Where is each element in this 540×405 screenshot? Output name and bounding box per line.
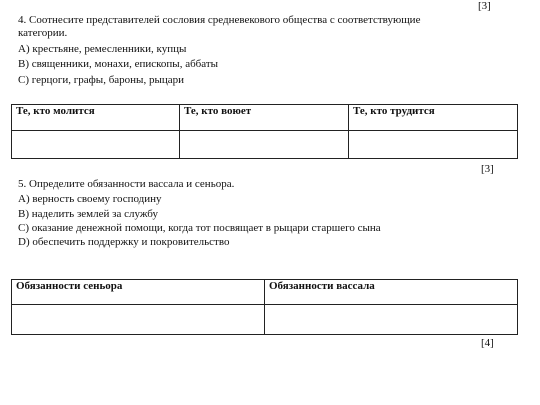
q4-option-b: В) священники, монахи, епископы, аббаты [18,58,219,70]
q4-answer-row [12,131,518,159]
q4-answer-cell-work[interactable] [349,131,518,159]
q5-option-c: С) оказание денежной помощи, когда тот посвящает в рыцари старшего сына [18,222,381,234]
q5-header-row [12,280,518,305]
q5-score: [4] [481,337,494,349]
q4-header-row [12,105,518,131]
q5-answer-cell-lord[interactable] [12,305,265,335]
q4-header-fight: Те, кто воюет [180,105,349,131]
q5-answer-row [12,305,518,335]
q4-option-a: А) крестьяне, ремесленники, купцы [18,43,187,55]
q4-prompt-line2: категории. [18,27,68,39]
q4-score: [3] [481,163,494,175]
q5-option-b: В) наделить землей за службу [18,208,158,220]
q5-answer-cell-vassal[interactable] [265,305,518,335]
q5-prompt: 5. Определите обязанности вассала и сеньора. [18,178,235,190]
q5-header-vassal: Обязанности вассала [265,280,518,305]
q5-answer-table [11,279,518,335]
q4-option-c: С) герцоги, графы, бароны, рыцари [18,74,184,86]
q4-answer-table [11,104,518,159]
q5-header-lord: Обязанности сеньора [12,280,265,305]
q4-header-pray: Те, кто молится [12,105,180,131]
q4-prompt-line1: 4. Соотнесите представителей сословия средневекового общества с соответствующие [18,14,421,26]
q5-option-d: D) обеспечить поддержку и покровительство [18,236,230,248]
q5-option-a: А) верность своему господину [18,193,162,205]
q4-header-work: Те, кто трудится [349,105,518,131]
q4-answer-cell-pray[interactable] [12,131,180,159]
q4-answer-cell-fight[interactable] [180,131,349,159]
q4-score-top: [3] [478,0,491,12]
